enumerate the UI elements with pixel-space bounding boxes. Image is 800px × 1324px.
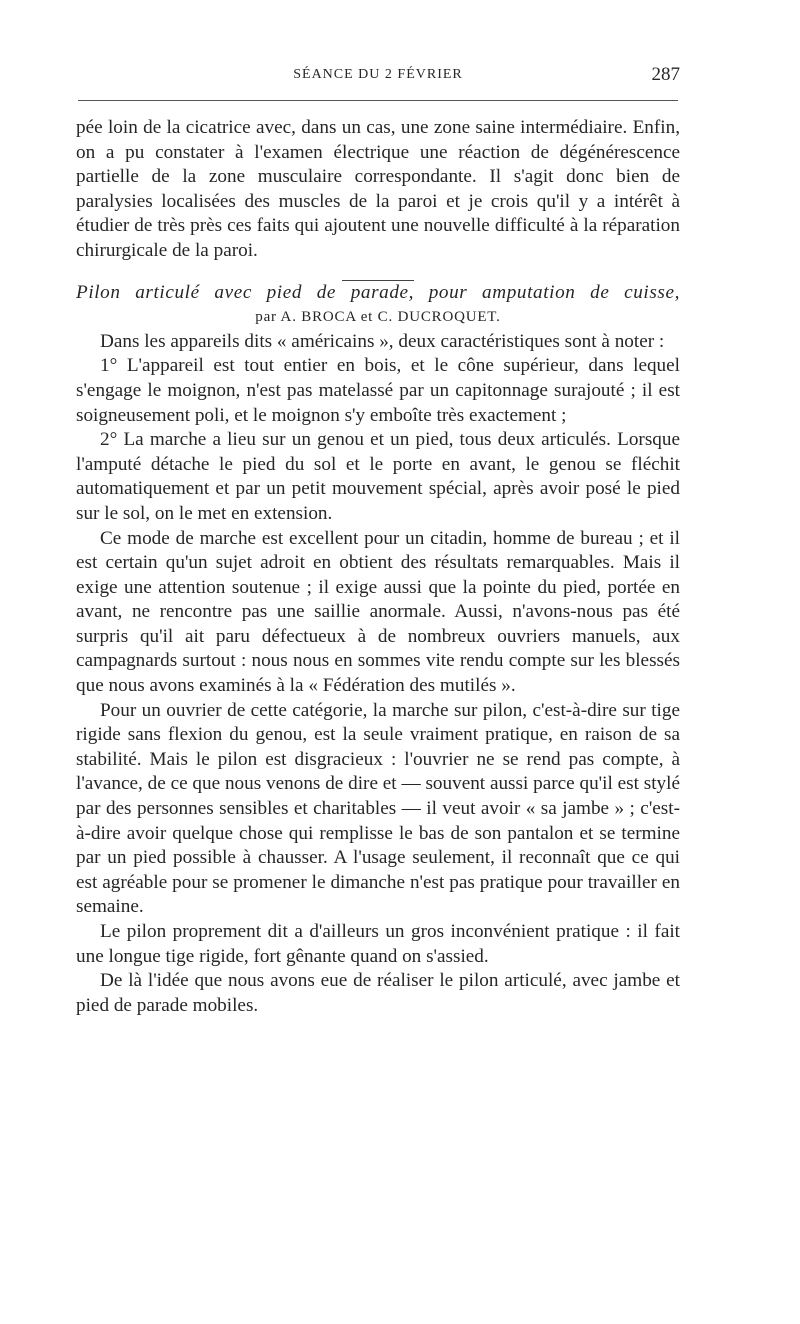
paragraph-intro: Dans les appareils dits « américains », deux caractéristiques sont à noter : bbox=[100, 330, 665, 352]
paragraph-point-1: 1° L'appareil est tout entier en bois, et le cône supérieur, dans lequel s'engage le moignon, n'est pas matelassé par un capitonnage surajouté ; il est soigneusement poli, et le moignon s'y emboîte très exactement ; bbox=[76, 355, 680, 426]
body-text bbox=[76, 116, 680, 1018]
header-rule bbox=[78, 100, 678, 101]
paragraph-point-2: 2° La marche a lieu sur un genou et un pied, tous deux articulés. Lorsque l'amputé détache le pied du sol et le porte en avant, le genou se fléchit automatiquement et par un petit mouvement spécial, après avoir posé le pied sur le sol, on le met en extension. bbox=[76, 429, 680, 524]
running-title: SÉANCE DU 2 FÉVRIER bbox=[293, 67, 463, 82]
paragraph-citadin: Ce mode de marche est excellent pour un citadin, homme de bureau ; et il est certain qu'un sujet adroit en obtient des résultats remarquables. Mais il exige une attention soutenue ; il exige aussi que la pointe du pied, portée en avant, ne rencontre pas une saillie anormale. Aussi, n'avons-nous pas été surpris qu'il ait paru défectueux à de nombreux ouvriers manuels, aux campagnards surtout : nous nous en sommes vite rendu compte sur les blessés que nous avons examinés à la « Fédération des mutilés ». bbox=[76, 527, 680, 697]
page-number: 287 bbox=[651, 64, 680, 85]
paragraph-idee: De là l'idée que nous avons eue de réaliser le pilon articulé, avec jambe et pied de parade mobiles. bbox=[76, 970, 680, 1016]
paragraph-inconvenient: Le pilon proprement dit a d'ailleurs un gros inconvénient pratique : il fait une longue tige rigide, fort gênante quand on s'assied. bbox=[76, 921, 680, 967]
continued-paragraph: pée loin de la cicatrice avec, dans un cas, une zone saine intermédiaire. Enfin, on a pu constater à l'examen électrique une réaction de dégénérescence partielle de la zone musculaire correspondante. Il s'agit donc bien de paralysies localisées des muscles de la paroi et je crois qu'il y a intérêt à étudier de très près ces faits qui ajoutent une nouvelle difficulté à la réparation chirurgicale de la paroi. bbox=[76, 117, 680, 261]
authors-line: par A. BROCA et C. DUCROQUET. bbox=[255, 309, 501, 326]
running-head bbox=[76, 64, 680, 86]
section-title: Pilon articulé avec pied de parade, pour amputation de cuisse, bbox=[76, 281, 680, 303]
paragraph-ouvrier: Pour un ouvrier de cette catégorie, la marche sur pilon, c'est-à-dire sur tige rigide sans flexion du genou, est la seule vraiment pratique, en raison de sa stabilité. Mais le pilon est disgracieux : l'ouvrier ne se rend pas compte, à l'avance, de ce que nous venons de dire et — souvent aussi parce qu'il est stylé par des personnes sensibles et charitables — il veut avoir « sa jambe » ; c'est-à-dire avoir quelque chose qui remplisse le bas de son pantalon et se termine par un pied possible à chausser. A l'usage seulement, il reconnaît que ce qui est agréable pour se promener le dimanche n'est pas pratique pour travailler en semaine. bbox=[76, 699, 680, 918]
